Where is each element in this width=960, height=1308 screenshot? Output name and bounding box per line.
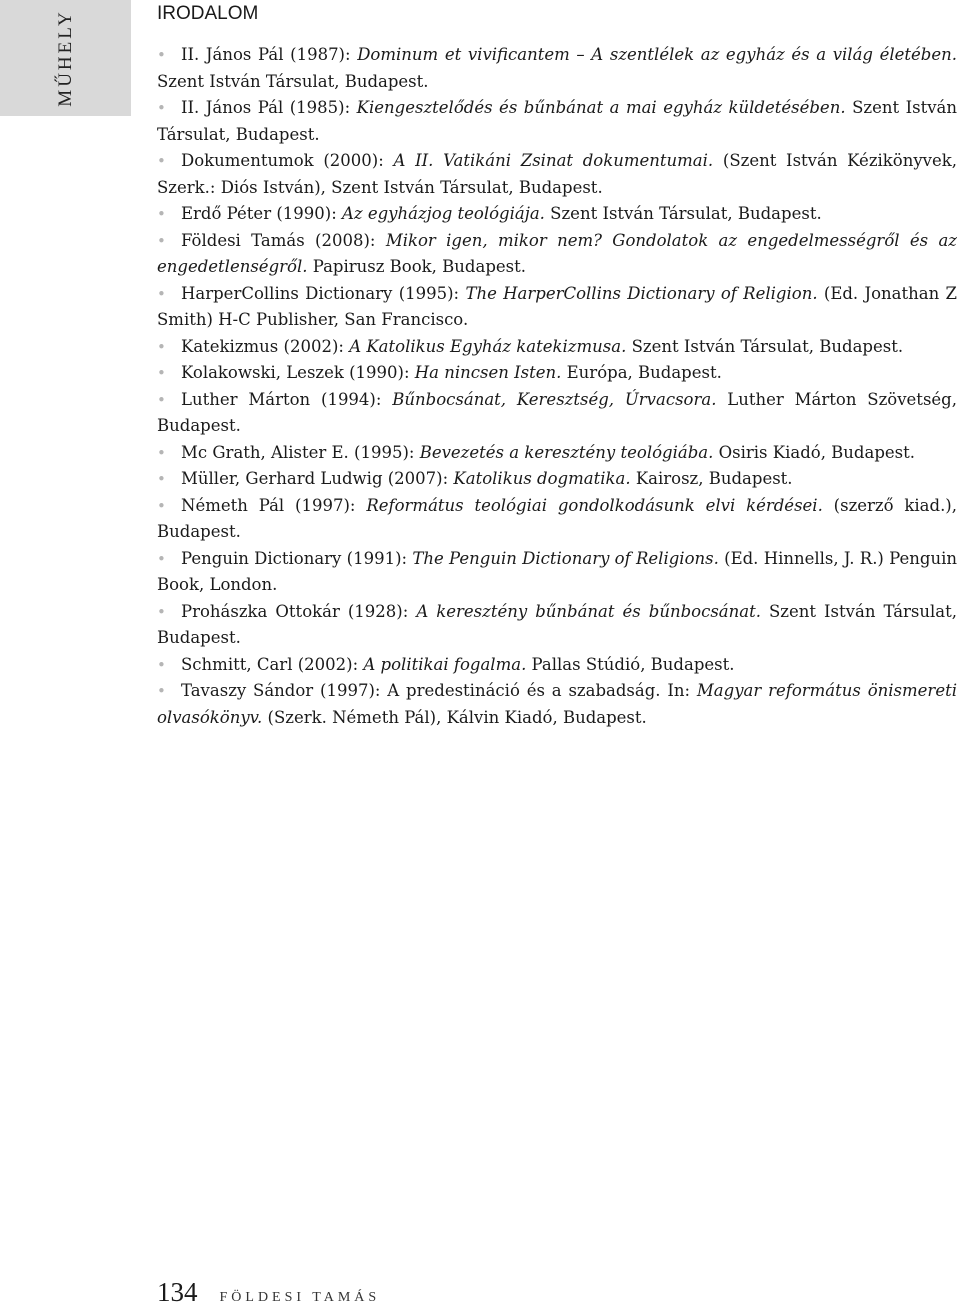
page-content: [157, 0, 957, 731]
reference-item: [157, 466, 957, 493]
page-footer: [157, 1277, 380, 1308]
reference-text: (szerző kiad.), Budapest.: [157, 495, 957, 541]
reference-text: Németh Pál (1997):: [181, 495, 367, 515]
reference-item: [157, 387, 957, 440]
reference-item: [157, 360, 957, 387]
reference-text: (Szerk. Németh Pál), Kálvin Kiadó, Budapest.: [262, 707, 647, 727]
reference-text: Dokumentumok (2000):: [181, 151, 394, 170]
reference-item: [157, 148, 957, 201]
reference-text: Földesi Tamás (2008):: [181, 230, 386, 250]
bullet-icon: •: [157, 284, 166, 303]
bullet-icon: •: [157, 655, 166, 674]
reference-title: Kiengesztelődés és bűnbánat a mai egyház küldetésében.: [356, 98, 846, 117]
section-side-tab: [0, 0, 131, 116]
reference-item: [157, 440, 957, 467]
reference-text: Schmitt, Carl (2002):: [181, 654, 364, 674]
reference-text: (Ed. Hinnells, J. R.) Penguin Book, London.: [157, 548, 957, 594]
reference-text: Penguin Dictionary (1991):: [181, 548, 413, 568]
reference-item: [157, 334, 957, 361]
bullet-icon: •: [157, 46, 166, 64]
reference-text: Luther Márton Szövetség, Budapest.: [157, 389, 957, 435]
section-title: IRODALOM: [157, 3, 259, 24]
reference-title: Bűnbocsánat, Keresztség, Úrvacsora.: [392, 389, 717, 409]
bullet-icon: •: [157, 337, 166, 356]
reference-text: Müller, Gerhard Ludwig (2007):: [181, 469, 454, 488]
reference-text: II. János Pál (1987):: [181, 45, 358, 64]
reference-text: Európa, Budapest.: [561, 363, 722, 382]
bullet-icon: •: [157, 231, 166, 250]
reference-title: Református teológiai gondolkodásunk elvi kérdései.: [366, 495, 823, 515]
reference-text: Papirusz Book, Budapest.: [307, 257, 526, 276]
reference-title: Dominum et vivificantem – A szentlélek az egyház és a világ életében.: [357, 45, 957, 64]
reference-text: Szent István Társulat, Budapest.: [157, 601, 957, 647]
reference-text: Mc Grath, Alister E. (1995):: [181, 442, 420, 462]
reference-title: The Penguin Dictionary of Religions.: [412, 548, 719, 568]
bullet-icon: •: [157, 470, 166, 488]
reference-text: Osiris Kiadó, Budapest.: [713, 442, 916, 462]
reference-text: (Szent István Kézikönyvek, Szerk.: Diós István), Szent István Társulat, Budapest.: [157, 151, 957, 197]
bullet-icon: •: [157, 682, 166, 700]
reference-text: Prohászka Ottokár (1928):: [181, 601, 417, 621]
reference-text: Szent István Társulat, Budapest.: [157, 98, 958, 144]
reference-text: Szent István Társulat, Budapest.: [157, 71, 429, 91]
reference-text: Erdő Péter (1990):: [181, 204, 342, 223]
reference-title: A politikai fogalma.: [363, 654, 527, 674]
reference-item: [157, 201, 957, 228]
reference-text: II. János Pál (1985):: [181, 98, 357, 117]
reference-title: The HarperCollins Dictionary of Religion.: [465, 283, 818, 303]
reference-text: Pallas Stúdió, Budapest.: [526, 654, 735, 674]
reference-item: [157, 652, 957, 679]
reference-item: [157, 678, 957, 731]
reference-title: Magyar református önismereti olvasókönyv.: [157, 681, 957, 727]
reference-text: Katekizmus (2002):: [181, 336, 350, 356]
reference-text: HarperCollins Dictionary (1995):: [181, 283, 466, 303]
reference-title: Katolikus dogmatika.: [453, 469, 631, 488]
bullet-icon: •: [157, 152, 166, 170]
reference-title: Az egyházjog teológiája.: [342, 204, 545, 223]
reference-text: Kolakowski, Leszek (1990):: [181, 363, 415, 382]
section-side-tab-label: MŰHELY: [54, 9, 76, 107]
reference-item: [157, 42, 957, 95]
reference-title: A Katolikus Egyház katekizmusa.: [349, 336, 627, 356]
reference-text: (Ed. Jonathan Z Smith) H-C Publisher, San Francisco.: [157, 283, 957, 329]
bullet-icon: •: [157, 549, 166, 568]
bullet-icon: •: [157, 364, 166, 382]
bullet-icon: •: [157, 390, 166, 409]
reference-title: Bevezetés a keresztény teológiába.: [419, 442, 714, 462]
reference-item: [157, 546, 957, 599]
page-number: 134: [157, 1277, 198, 1307]
bullet-icon: •: [157, 99, 166, 117]
reference-text: Szent István Társulat, Budapest.: [626, 336, 904, 356]
reference-title: Ha nincsen Isten.: [414, 363, 562, 382]
reference-item: [157, 281, 957, 334]
bullet-icon: •: [157, 205, 166, 223]
reference-item: [157, 95, 957, 148]
reference-title: A keresztény bűnbánat és bűnbocsánat.: [416, 601, 761, 621]
bullet-icon: •: [157, 602, 166, 621]
reference-item: [157, 228, 957, 281]
reference-title: A II. Vatikáni Zsinat dokumentumai.: [393, 151, 714, 170]
bullet-icon: •: [157, 496, 166, 515]
reference-text: Luther Márton (1994):: [181, 389, 393, 409]
running-author: FÖLDESI TAMÁS: [219, 1290, 381, 1305]
reference-list: [157, 42, 957, 731]
reference-item: [157, 599, 957, 652]
reference-title: Mikor igen, mikor nem? Gondolatok az engedelmességről és az engedetlenségről.: [157, 230, 957, 276]
bullet-icon: •: [157, 443, 166, 462]
reference-text: Kairosz, Budapest.: [630, 469, 793, 488]
reference-text: Szent István Társulat, Budapest.: [544, 204, 822, 223]
reference-item: [157, 493, 957, 546]
reference-text: Tavaszy Sándor (1997): A predestináció és a szabadság. In:: [181, 681, 697, 700]
